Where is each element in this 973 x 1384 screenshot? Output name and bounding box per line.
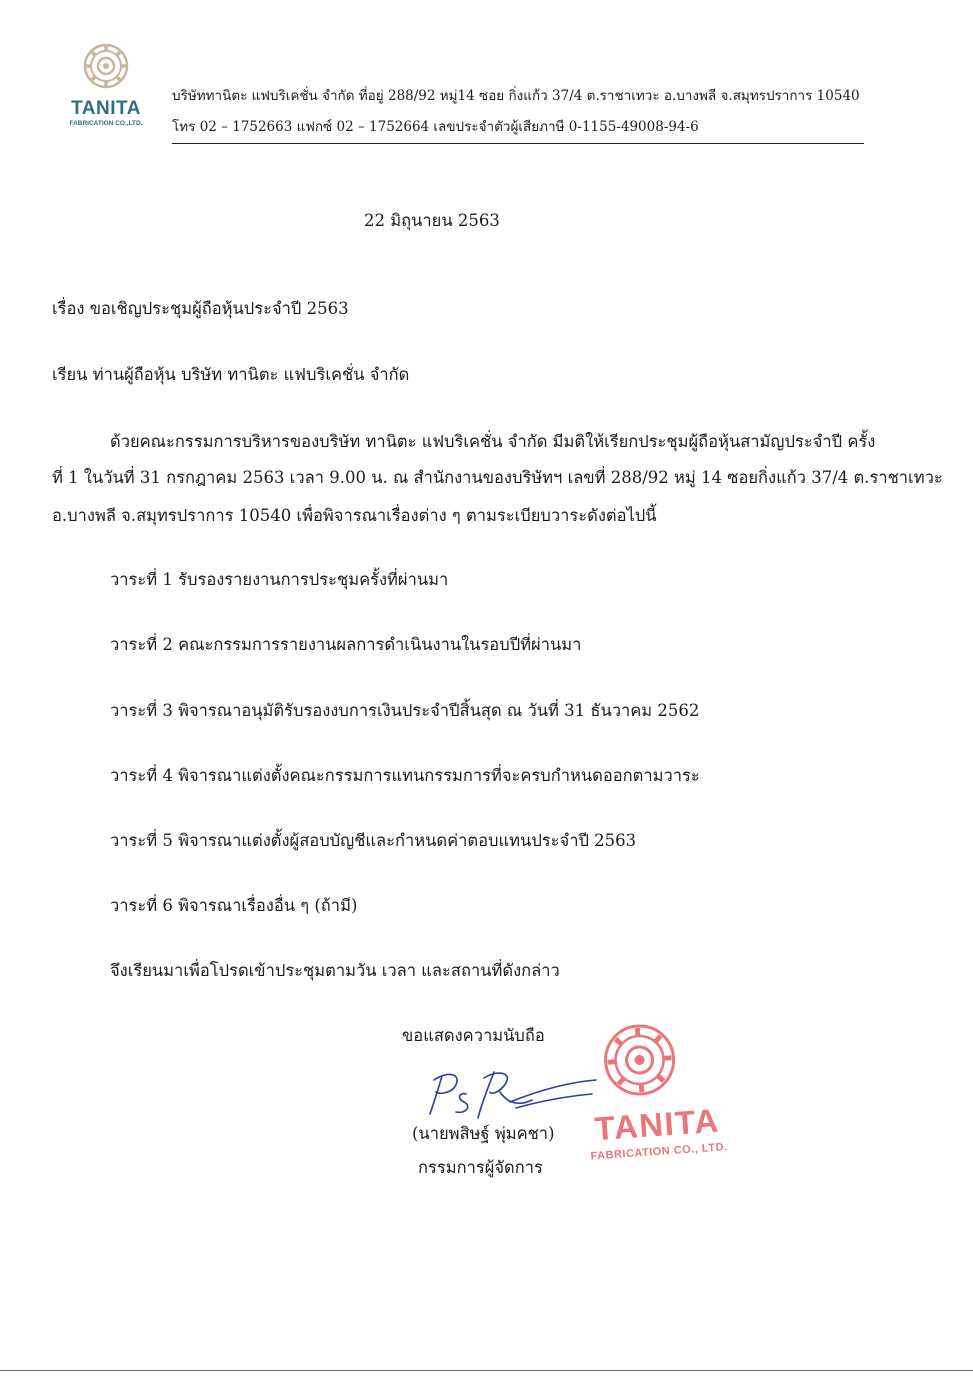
letterhead-divider — [172, 143, 864, 144]
closing-text: จึงเรียนมาเพื่อโปรดเข้าประชุมตามวัน เวลา และสถานที่ดังกล่าว — [110, 961, 560, 980]
letter-recipient: เรียน ท่านผู้ถือหุ้น บริษัท ทานิตะ แฟบริเคชั่น จำกัด — [52, 365, 410, 384]
stamp-gear-icon — [567, 1008, 739, 1111]
regards-text: ขอแสดงความนับถือ — [402, 1026, 545, 1045]
body-line: อ.บางพลี จ.สมุทรปราการ 10540 เพื่อพิจารณาเรื่องต่าง ๆ ตามระเบียบวาระดังต่อไปนี้ — [52, 506, 657, 525]
logo-name: TANITA — [71, 98, 141, 119]
body-line: ที่ 1 ในวันที่ 31 กรกฎาคม 2563 เวลา 9.00 น. ณ สำนักงานของบริษัทฯ เลขที่ 288/92 หมู่ 14 ซอยกิ่งแก้ว 37/4 ต.ราชาเทวะ — [52, 468, 943, 487]
agenda-item: วาระที่ 4 พิจารณาแต่งตั้งคณะกรรมการแทนกรรมการที่จะครบกำหนดออกตามวาระ — [110, 766, 700, 785]
agenda-item: วาระที่ 2 คณะกรรมการรายงานผลการดำเนินงานในรอบปีที่ผ่านมา — [110, 635, 582, 654]
gear-logo-icon — [58, 40, 154, 100]
signer-name: (นายพสิษฐ์ พุ่มคชา) — [412, 1124, 555, 1143]
letterhead-address: บริษัททานิตะ แฟบริเคชั่น จำกัด ที่อยู่ 288/92 หมู่14 ซอย กิ่งแก้ว 37/4 ต.ราชาเทวะ อ.บางพลี จ.สมุทรปราการ 10540 — [172, 88, 860, 104]
body-line: ด้วยคณะกรรมการบริหารของบริษัท ทานิตะ แฟบริเคชั่น จำกัด มีมติให้เรียกประชุมผู้ถือหุ้นสามัญประจำปี ครั้ง — [110, 432, 876, 451]
agenda-item: วาระที่ 6 พิจารณาเรื่องอื่น ๆ (ถ้ามี) — [110, 896, 358, 915]
page-bottom-divider — [0, 1370, 973, 1371]
letter-date: 22 มิถุนายน 2563 — [364, 211, 500, 230]
agenda-item: วาระที่ 3 พิจารณาอนุมัติรับรองงบการเงินประจำปีสิ้นสุด ณ วันที่ 31 ธันวาคม 2562 — [110, 701, 700, 720]
agenda-item: วาระที่ 1 รับรองรายงานการประชุมครั้งที่ผ่านมา — [110, 570, 449, 589]
stamp-name: TANITA — [593, 1101, 721, 1148]
letterhead-contact: โทร 02 – 1752663 แฟกซ์ 02 – 1752664 เลขประจำตัวผู้เสียภาษี 0-1155-49008-94-6 — [172, 119, 699, 135]
agenda-item: วาระที่ 5 พิจารณาแต่งตั้งผู้สอบบัญชีและกำหนดค่าตอบแทนประจำปี 2563 — [110, 831, 637, 850]
logo-subtitle: FABRICATION CO.,LTD. — [69, 120, 143, 127]
signer-title: กรรมการผู้จัดการ — [418, 1158, 543, 1177]
company-logo — [58, 40, 154, 132]
company-stamp — [567, 1008, 744, 1179]
stamp-subtitle: FABRICATION CO., LTD. — [590, 1141, 728, 1163]
letter-subject: เรื่อง ขอเชิญประชุมผู้ถือหุ้นประจำปี 2563 — [52, 299, 349, 318]
